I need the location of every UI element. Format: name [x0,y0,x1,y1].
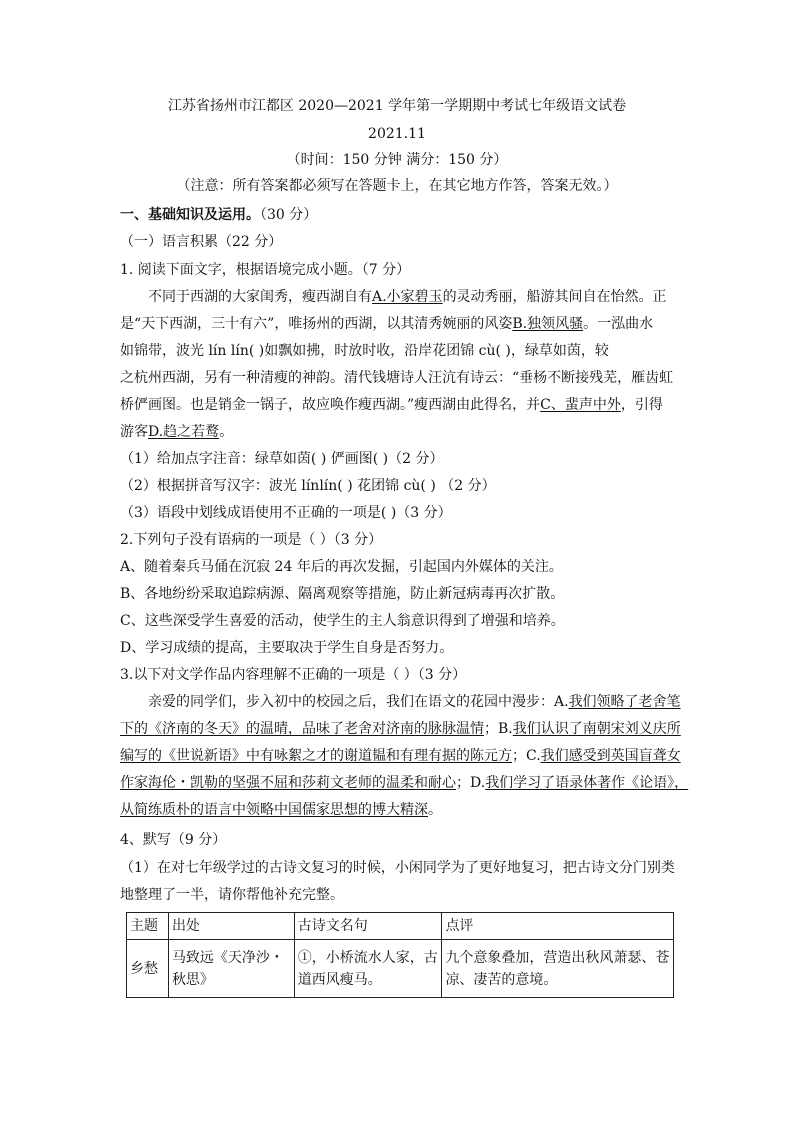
header-quote: 古诗文名句 [294,913,442,940]
idiom-c: C、蜚声中外 [540,397,621,413]
idiom-b: B.独领风骚 [512,316,584,332]
question-3-stem: 3.以下对文学作品内容理解不正确的一项是（ ）（3 分） [120,667,467,683]
q2-option-b: B、各地纷纷采取追踪病源、隔离观察等措施，防止新冠病毒再次扩散。 [120,586,565,602]
q3-passage-line-2: 下的《济南的冬天》的温晴，品味了老舍对济南的脉脉温情；B.我们认识了南朝宋刘义庆所 [120,721,681,737]
q1-passage-line-2: 是“天下西湖，三十有六”，唯扬州的西湖，以其清秀婉丽的风姿B.独领风骚。一泓曲水 [120,316,654,332]
cell-theme: 乡愁 [127,940,169,998]
cell-comment: 九个意象叠加，营造出秋风萧瑟、苍凉、凄苦的意境。 [442,940,674,998]
q4-intro-line-2: 地整理了一半，请你帮他补充完整。 [120,887,344,903]
idiom-a: A.小家碧玉 [372,289,443,305]
answer-notice: （注意：所有答案都必须写在答题卡上，在其它地方作答，答案无效。） [176,178,618,194]
q1-passage-line-4: 之杭州西湖，另有一种清瘦的神韵。清代钱塘诗人汪沆有诗云：“垂杨不断接残芜，雁齿虹 [120,370,674,386]
q3-passage-line-4: 作家海伦・凯勒的坚强不屈和莎莉文老师的温柔和耐心；D.我们学习了语录体著作《论语》， [120,775,689,791]
q1-subquestion-3: （3）语段中划线成语使用不正确的一项是( )（3 分） [120,505,452,521]
q1-passage-line-1: 不同于西湖的大家闺秀，瘦西湖自有A.小家碧玉的灵动秀丽，船游其间自在怡然。正 [148,289,667,305]
section-heading-score: （30 分） [260,207,318,223]
q1-passage-line-6: 游客D.趋之若鹜。 [120,424,234,440]
header-comment: 点评 [442,913,674,940]
idiom-d: D.趋之若鹜 [148,424,220,440]
exam-date: 2021.11 [368,126,426,142]
q3-passage-line-1: 亲爱的同学们，步入初中的校园之后，我们在语文的花园中漫步：A.我们领略了老舍笔 [148,694,681,710]
q4-intro-line-1: （1）在对七年级学过的古诗文复习的时候，小闲同学为了更好地复习，把古诗文分门别类 [120,860,675,876]
poem-review-table [126,912,674,998]
section-heading [120,205,317,225]
q3-passage-line-5: 从简练质朴的语言中领略中国儒家思想的博大精深。 [120,802,442,818]
table-row [127,940,674,998]
q1-subquestion-2: （2）根据拼音写汉字：波光 línlín( ) 花团锦 cù( ) （2 分） [120,478,496,494]
q2-option-c: C、这些深受学生喜爱的活动，使学生的主人翁意识得到了增强和培养。 [120,613,565,629]
section-heading-text: 一、基础知识及运用。 [120,207,260,223]
table-header-row [127,913,674,940]
q3-passage-line-3: 编写的《世说新语》中有咏絮之才的谢道韫和有理有据的陈元方；C.我们感受到英国盲聋女 [120,748,681,764]
header-source: 出处 [168,913,294,940]
time-info: （时间：150 分钟 满分：150 分） [286,152,508,168]
q1-passage-line-3: 如锦带，波光 lín lín( )如飘如拂，时放时收，沿岸花团锦 cù( )，绿草如茵，较 [120,343,609,359]
question-1-stem: 1. 阅读下面文字，根据语境完成小题。（7 分） [120,262,411,278]
q2-option-a: A、随着秦兵马俑在沉寂 24 年后的再次发掘，引起国内外媒体的关注。 [120,559,563,575]
q2-option-d: D、学习成绩的提高，主要取决于学生自身是否努力。 [120,640,454,656]
q1-subquestion-1: （1）给加点字注音：绿草如茵( ) 俨画图( )（2 分） [120,451,444,467]
exam-title: 江苏省扬州市江都区 2020—2021 学年第一学期期中考试七年级语文试卷 [167,98,627,114]
question-4-stem: 4、默写（9 分） [120,832,227,848]
header-theme: 主题 [127,913,169,940]
question-2-stem: 2.下列句子没有语病的一项是（ ）（3 分） [120,532,383,548]
cell-quote: ①，小桥流水人家，古道西风瘦马。 [294,940,442,998]
subsection-heading: （一）语言积累（22 分） [120,234,283,250]
cell-source: 马致远《天净沙・秋思》 [168,940,294,998]
q1-passage-line-5: 桥俨画图。也是销金一锅子，故应唤作瘦西湖。”瘦西湖由此得名，并C、蜚声中外，引得 [120,397,663,413]
